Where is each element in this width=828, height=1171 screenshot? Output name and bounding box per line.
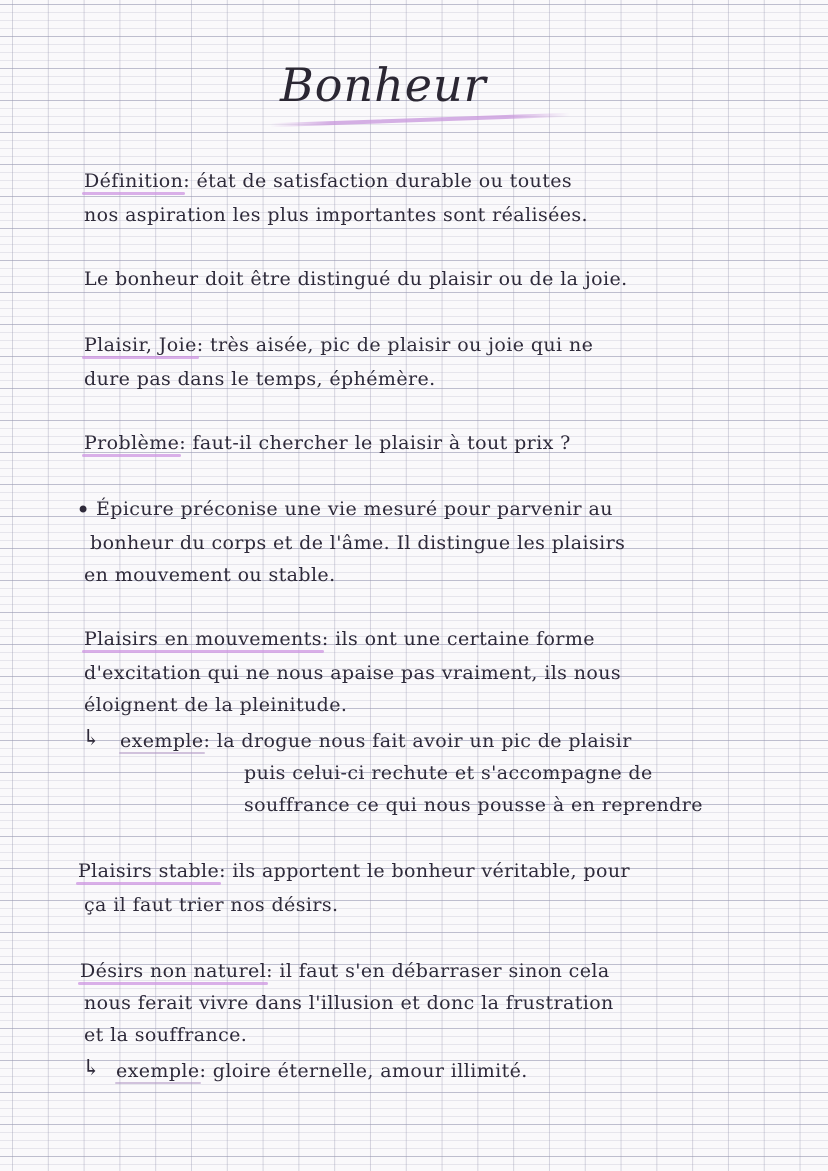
desirs-text-1: : il faut s'en débarraser sinon cela [266, 960, 610, 982]
stable-line-2: ça il faut trier nos désirs. [84, 894, 339, 916]
desirs-line-1 [80, 962, 814, 981]
definition-text-1: : état de satisfaction durable ou toutes [183, 170, 573, 192]
mouvement-example-text-1: : la drogue nous fait avoir un pic de plaisir [203, 730, 632, 752]
probleme-term: Problème [84, 432, 180, 454]
probleme-text: : faut-il chercher le plaisir à tout prix ? [179, 432, 571, 454]
mouvement-line-1 [84, 630, 814, 649]
mouvement-example-3: souffrance ce qui nous pousse à en reprendre [244, 794, 703, 816]
probleme-line [84, 434, 814, 453]
desirs-term: Désirs non naturel [80, 960, 267, 982]
mouvement-example-label: exemple [120, 730, 204, 752]
plaisir-joie-line-1 [84, 336, 814, 355]
definition-line-1 [84, 172, 814, 191]
stable-line-1 [78, 862, 814, 881]
plaisir-joie-term: Plaisir, Joie [84, 334, 197, 356]
mouvement-example-2: puis celui-ci rechute et s'accompagne de [244, 762, 653, 784]
distinction-line: Le bonheur doit être distingué du plaisir ou de la joie. [84, 268, 628, 290]
mouvement-example-1 [120, 732, 814, 751]
plaisir-joie-line-2: dure pas dans le temps, éphémère. [84, 368, 436, 390]
plaisir-joie-text-1: : très aisée, pic de plaisir ou joie qui ne [196, 334, 594, 356]
definition-line-2: nos aspiration les plus importantes sont réalisées. [84, 204, 588, 226]
definition-term: Définition [84, 170, 184, 192]
desirs-example-text: : gloire éternelle, amour illimité. [199, 1060, 528, 1082]
title-underline [270, 113, 570, 127]
arrow-icon: ↳ [82, 1056, 101, 1081]
epicure-line-3: en mouvement ou stable. [84, 564, 336, 586]
page-title: Bonheur [280, 58, 487, 112]
epicure-line-1: Épicure préconise une vie mesuré pour parvenir au [96, 498, 613, 520]
epicure-line-2: bonheur du corps et de l'âme. Il distingue les plaisirs [90, 532, 626, 554]
mouvement-term: Plaisirs en mouvements [84, 628, 322, 650]
desirs-example-label: exemple [116, 1060, 200, 1082]
mouvement-line-2: d'excitation qui ne nous apaise pas vraiment, ils nous [84, 662, 622, 684]
arrow-icon: ↳ [82, 726, 101, 751]
desirs-example [116, 1062, 814, 1081]
desirs-line-2: nous ferait vivre dans l'illusion et donc la frustration [84, 992, 614, 1014]
mouvement-text-1: : ils ont une certaine forme [321, 628, 595, 650]
stable-text-1: : ils apportent le bonheur véritable, pour [219, 860, 630, 882]
mouvement-line-3: éloignent de la pleinitude. [84, 694, 348, 716]
stable-term: Plaisirs stable [78, 860, 220, 882]
epicure-bullet: • [76, 496, 91, 524]
desirs-line-3: et la souffrance. [84, 1024, 248, 1046]
